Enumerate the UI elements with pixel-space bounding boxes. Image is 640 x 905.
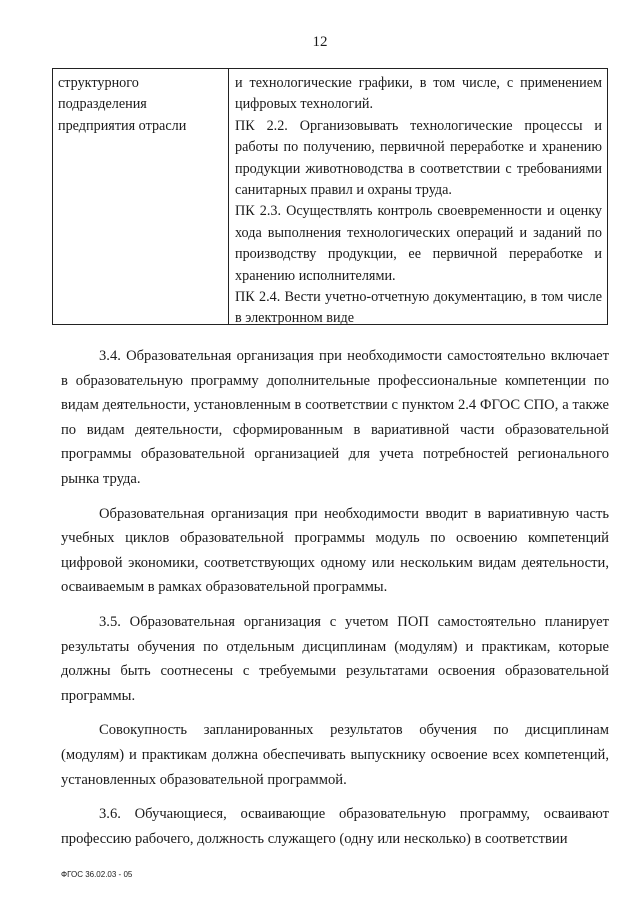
table-right-paragraph: ПК 2.2. Организовывать технологические процессы и работы по получению, первичной переработке и хранению продукции животноводства в соответствии с требованиями санитарных правил и охраны труда. [235, 117, 602, 199]
paragraph-digital-module: Образовательная организация при необходимости вводит в вариативную часть учебных циклов образовательной программы модуль по освоению компетенций цифровой экономики, соответствующих одному или нескольким видам деятельности, осваиваемым в рамках образовательной программы. [61, 505, 609, 596]
paragraph-3-4: 3.4. Образовательная организация при необходимости самостоятельно включает в образовательную программу дополнительные профессиональные компетенции по видам деятельности, установленным в соответствии с пунктом 2.4 ФГОС СПО, а также по видам деятельности, сформированным в вариативной части образовательной программы образовательной организацией для учета потребностей регионального рынка труда. [61, 348, 609, 487]
footer-code: ФГОС 36.02.03 - 05 [61, 870, 133, 879]
table-right-paragraph: ПК 2.4. Вести учетно-отчетную документацию, в том числе в электронном виде [235, 289, 602, 327]
table-left-line: подразделения [58, 96, 147, 113]
page-number: 12 [312, 34, 328, 50]
document-body [61, 344, 609, 861]
table-left-line: предприятия отрасли [58, 117, 187, 134]
paragraph-3-5: 3.5. Образовательная организация с учетом ПОП самостоятельно планирует результаты обучения по отдельным дисциплинам (модулям) и практикам, которые должны быть соотнесены с требуемыми результатами освоения образовательной программы. [61, 613, 609, 704]
table-cell-right [229, 69, 607, 327]
table-right-paragraph: ПК 2.3. Осуществлять контроль своевременности и оценку хода выполнения технологических операций и заданий по производству продукции, ее первичной переработке и хранению исполнителями. [235, 203, 602, 284]
table-right-paragraph: и технологические графики, в том числе, с применением цифровых технологий. [235, 75, 602, 113]
competency-table [52, 68, 608, 325]
table-cell-left [53, 69, 229, 324]
table-left-line: структурного [58, 75, 139, 91]
paragraph-learning-results: Совокупность запланированных результатов обучения по дисциплинам (модулям) и практикам должна обеспечивать выпускнику освоение всех компетенций, установленных образовательной программой. [61, 722, 609, 788]
paragraph-3-6: 3.6. Обучающиеся, осваивающие образовательную программу, осваивают профессию рабочего, должность служащего (одну или несколько) в соответствии [61, 806, 609, 847]
